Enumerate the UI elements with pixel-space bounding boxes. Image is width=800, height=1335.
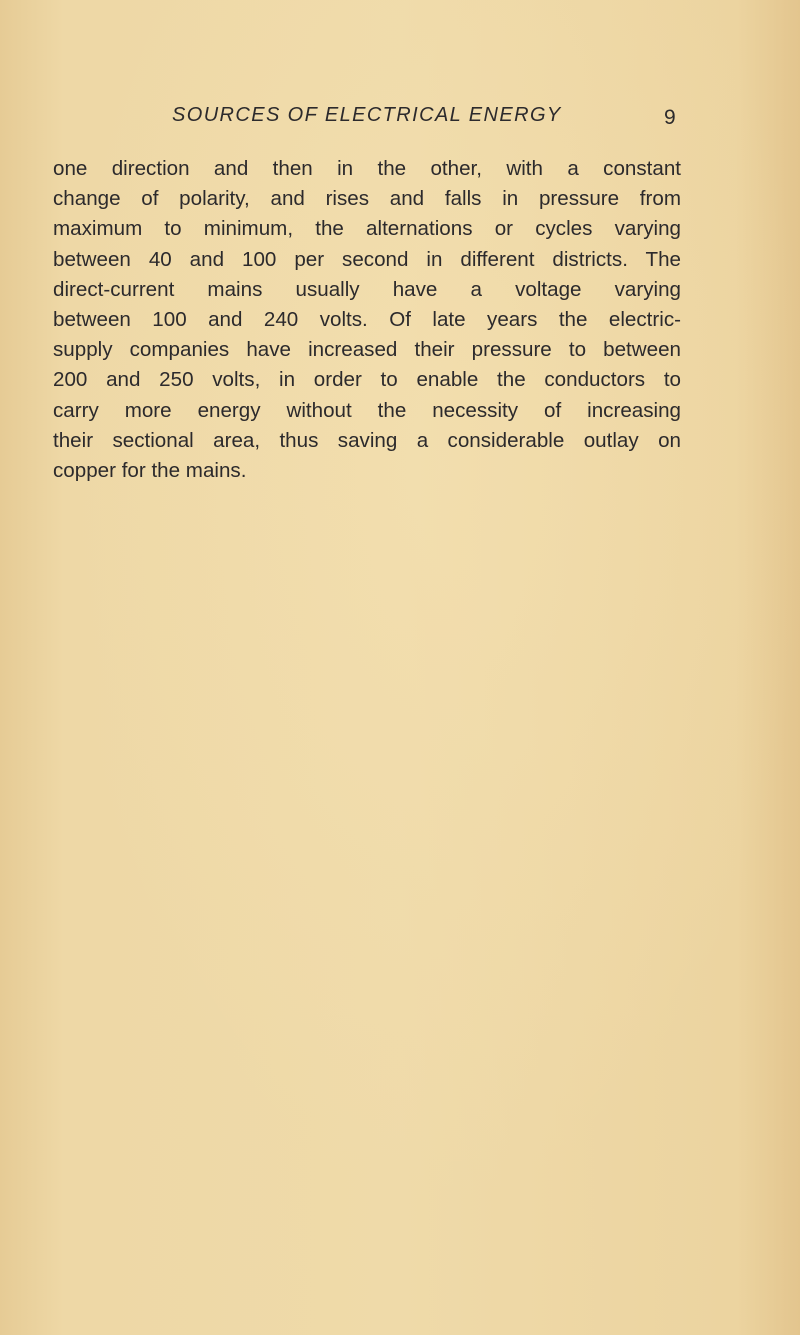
text-line: direct-current mains usually have a voltage varying bbox=[53, 277, 681, 301]
text-line: between 100 and 240 volts. Of late years the electric- bbox=[53, 308, 681, 332]
text-line: maximum to minimum, the alternations or cycles varying bbox=[53, 217, 681, 241]
text-line: copper for the mains. bbox=[53, 459, 247, 483]
text-line: change of polarity, and rises and falls in pressure from bbox=[53, 187, 681, 211]
running-head: SOURCES OF ELECTRICAL ENERGY bbox=[172, 104, 562, 126]
text-line: supply companies have increased their pressure to between bbox=[53, 338, 681, 362]
text-line: carry more energy without the necessity of increasing bbox=[53, 398, 681, 422]
text-line: between 40 and 100 per second in different districts. The bbox=[53, 247, 681, 271]
text-line: 200 and 250 volts, in order to enable the conductors to bbox=[53, 368, 681, 392]
text-line: one direction and then in the other, with a constant bbox=[53, 157, 681, 180]
page-number: 9 bbox=[664, 106, 676, 129]
text-line: their sectional area, thus saving a considerable outlay on bbox=[53, 428, 681, 452]
body-paragraph bbox=[53, 154, 681, 486]
